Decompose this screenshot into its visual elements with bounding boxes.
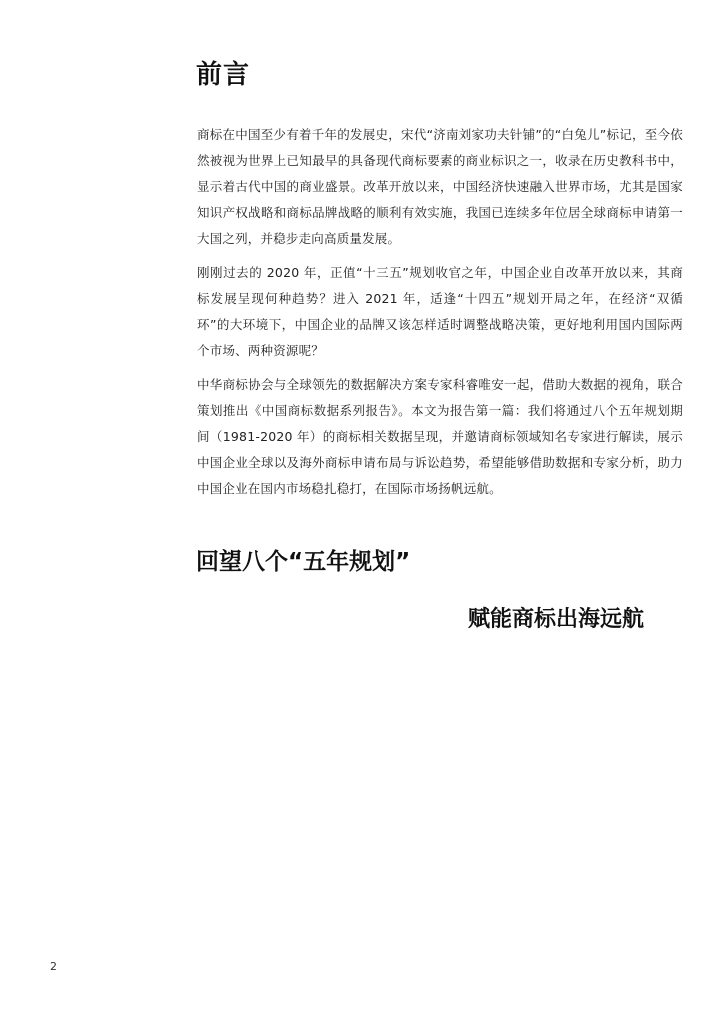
- preface-body: [197, 122, 683, 510]
- section-title: 回望八个“五年规划”: [196, 549, 411, 575]
- section-subtitle: 赋能商标出海远航: [468, 607, 645, 632]
- preface-paragraph-1: 商标在中国至少有着千年的发展史，宋代“济南刘家功夫针铺”的“白兔儿”标记，至今依然被视为世界上已知最早的具备现代商标要素的商业标识之一，收录在历史教科书中，显示着古代中国的商业盛景。改革开放以来，中国经济快速融入世界市场，尤其是国家知识产权战略和商标品牌战略的顺利有效实施，我国已连续多年位居全球商标申请第一大国之列，并稳步走向高质量发展。: [197, 127, 683, 246]
- preface-paragraph-3: 中华商标协会与全球领先的数据解决方案专家科睿唯安一起，借助大数据的视角，联合策划推出《中国商标数据系列报告》。本文为报告第一篇：我们将通过八个五年规划期间（1981-2020 年）的商标相关数据呈现，并邀请商标领域知名专家进行解读，展示中国企业全球以及海外商标申请布局与诉讼趋势，希望能够借助数据和专家分析，助力中国企业在国内市场稳扎稳打，在国际市场扬帆远航。: [197, 377, 683, 496]
- page-number: 2: [50, 960, 57, 973]
- preface-title: 前言: [196, 60, 251, 90]
- preface-paragraph-2: 刚刚过去的 2020 年，正值“十三五”规划收官之年，中国企业自改革开放以来，其商标发展呈现何种趋势？进入 2021 年，适逢“十四五”规划开局之年，在经济“双循环”的大环境下，中国企业的品牌又该怎样适时调整战略决策，更好地利用国内国际两个市场、两种资源呢？: [197, 265, 683, 358]
